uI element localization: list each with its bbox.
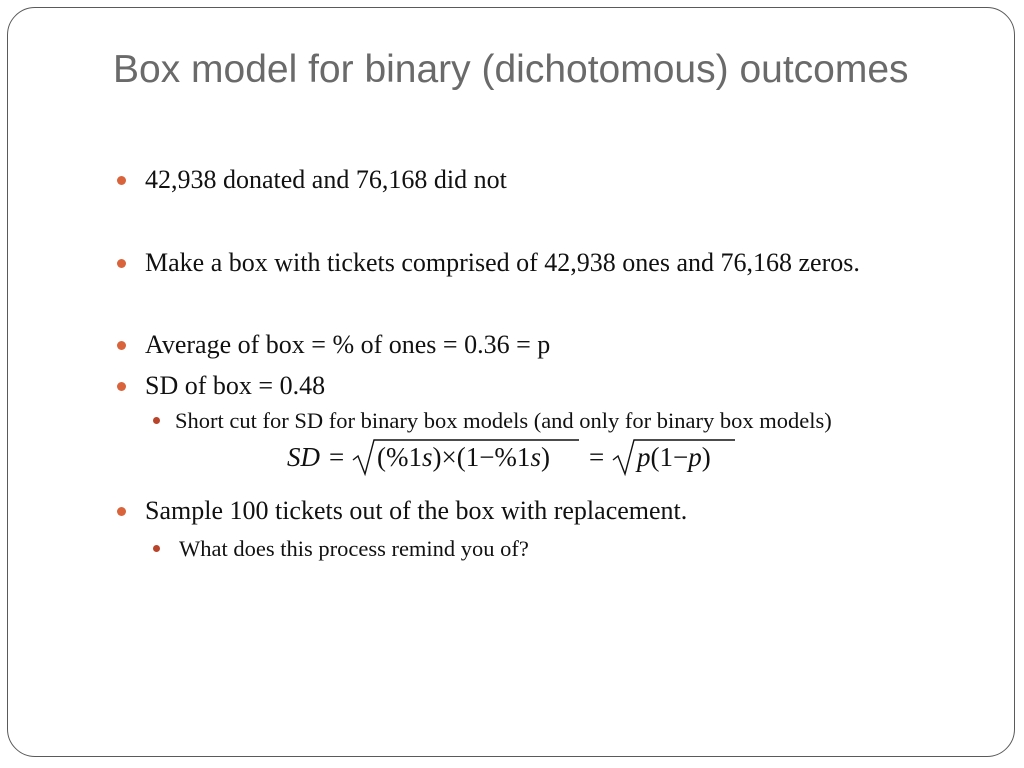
bullet-make-box	[113, 246, 933, 279]
bullet-donation-counts	[113, 163, 933, 196]
formula-radicand-2	[635, 442, 711, 472]
bullet-dot-icon	[117, 507, 126, 516]
slide-content	[113, 163, 933, 563]
sub-bullet-text: What does this process remind you of?	[179, 536, 529, 561]
sub-bullet-dot-icon	[153, 417, 160, 424]
sd-formula-graphic	[283, 434, 753, 480]
bullet-text-suffix: zeros.	[792, 248, 860, 277]
bullet-dot-icon	[117, 382, 126, 391]
formula-radicand-1	[377, 442, 550, 472]
radicand-1-part-a: (%1	[377, 442, 422, 472]
bullet-dot-icon	[117, 259, 126, 268]
formula-equals-1: =	[329, 442, 345, 472]
bullet-average-of-box	[113, 328, 933, 361]
bullet-text-prefix: Average of box = % of ones =	[145, 330, 465, 359]
bullet-dot-icon	[117, 341, 126, 350]
bullet-text-prefix: Make a box with tickets comprised of	[145, 248, 545, 277]
count-ones: 42,938	[145, 165, 217, 194]
radicand-2-part-a: p	[637, 442, 651, 472]
bullet-text-suffix: = p	[509, 330, 551, 359]
bullet-text-middle: donated and	[216, 165, 356, 194]
sub-bullet-text: Short cut for SD for binary box models (and only for binary box models)	[175, 408, 832, 433]
count-ones: 42,938	[544, 248, 616, 277]
formula-lhs: SD	[287, 442, 320, 472]
sd-value: 0.48	[279, 371, 326, 400]
bullet-sample-100	[113, 494, 933, 527]
radicand-2-part-c: p	[688, 442, 702, 472]
radicand-1-part-c: )×(1−%1	[432, 442, 531, 472]
radicand-1-part-b: s	[421, 442, 433, 472]
count-zeros: 76,168	[720, 248, 792, 277]
sub-bullet-shortcut	[113, 406, 933, 435]
bullet-text-middle: ones and	[615, 248, 721, 277]
slide-title: Box model for binary (dichotomous) outcomes	[113, 48, 909, 91]
count-zeros: 76,168	[355, 165, 428, 194]
sub-bullet-dot-icon	[153, 545, 160, 552]
average-value: 0.36	[464, 330, 510, 359]
bullet-text-prefix: SD of box =	[145, 371, 280, 400]
sd-formula	[283, 434, 933, 480]
radicand-1-part-d: s	[530, 442, 541, 472]
bullet-dot-icon	[117, 176, 126, 185]
radicand-2-part-b: (1−	[650, 442, 689, 472]
bullet-sd-of-box	[113, 369, 933, 402]
radicand-1-part-e: )	[540, 442, 550, 472]
sub-bullet-remind	[113, 534, 933, 563]
bullet-text-suffix: did not	[427, 165, 507, 194]
bullet-text: Sample 100 tickets out of the box with replacement.	[145, 496, 688, 525]
radicand-2-part-d: )	[701, 442, 711, 472]
formula-equals-2: =	[589, 442, 605, 472]
